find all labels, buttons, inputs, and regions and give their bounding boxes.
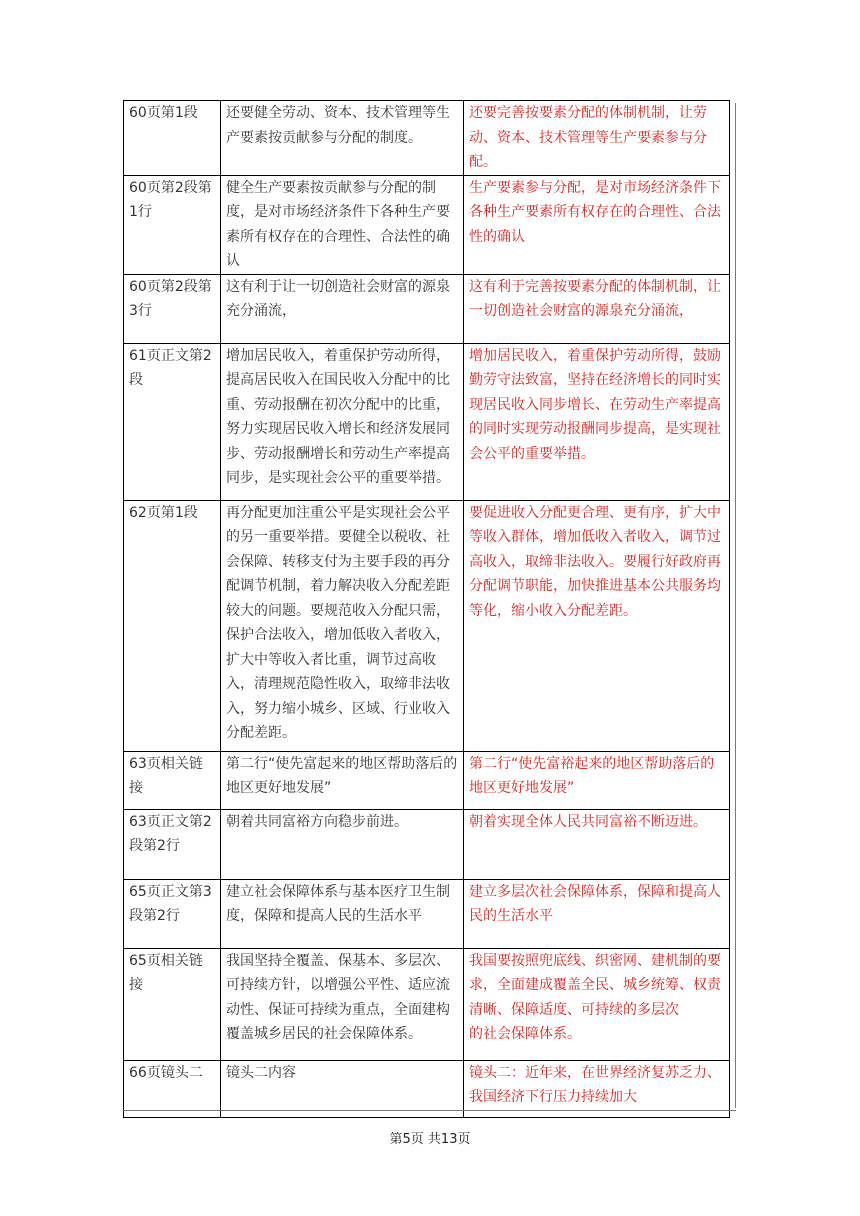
location-cell: 60页第1段 [124,101,221,176]
original-text-cell: 增加居民收入，着重保护劳动所得，提高居民收入在国民收入分配中的比重、劳动报酬在初次分配中的比重，努力实现居民收入增长和经济发展同步、劳动报酬增长和劳动生产率提高同步，是实现社会公平的重要举措。 [221,343,464,500]
table-row [124,101,730,176]
table-row [124,274,730,343]
page-footer: 第5页 共13页 [389,1132,471,1147]
original-text-cell: 这有利于让一切创造社会财富的源泉充分涌流， [221,274,464,343]
original-text-cell: 建立社会保障体系与基本医疗卫生制度，保障和提高人民的生活水平 [221,879,464,948]
revised-text-cell: 要促进收入分配更合理、更有序，扩大中等收入群体，增加低收入者收入，调节过高收入，取缔非法收入。要履行好政府再分配调节职能，加快推进基本公共服务均等化，缩小收入分配差距。 [464,500,730,751]
page-frame-bottom-rule [123,1110,736,1111]
location-cell: 60页第2段第1行 [124,175,221,274]
table-row [124,500,730,751]
table-row [124,175,730,274]
original-text-cell: 还要健全劳动、资本、技术管理等生产要素按贡献参与分配的制度。 [221,101,464,176]
location-cell: 61页正文第2段 [124,343,221,500]
revised-text-cell: 生产要素参与分配，是对市场经济条件下各种生产要素所有权存在的合理性、合法性的确认 [464,175,730,274]
revision-table [123,100,730,1118]
page-frame-right-rule [735,103,736,1108]
original-text-cell: 朝着共同富裕方向稳步前进。 [221,809,464,879]
original-text-cell: 健全生产要素按贡献参与分配的制度，是对市场经济条件下各种生产要素所有权存在的合理性、合法性的确认 [221,175,464,274]
revised-text-cell: 朝着实现全体人民共同富裕不断迈进。 [464,809,730,879]
original-text-cell: 再分配更加注重公平是实现社会公平的另一重要举措。要健全以税收、社会保障、转移支付为主要手段的再分配调节机制，着力解决收入分配差距较大的问题。要规范收入分配只需，保护合法收入，增加低收入者收入，扩大中等收入者比重，调节过高收入，清理规范隐性收入，取缔非法收入，努力缩小城乡、区域、行业收入分配差距。 [221,500,464,751]
revised-text-cell: 我国要按照兜底线、织密网、建机制的要求，全面建成覆盖全民、城乡统筹、权责清晰、保障适度、可持续的多层次 的社会保障体系。 [464,948,730,1060]
location-cell: 63页相关链接 [124,751,221,809]
location-cell: 65页正文第3段第2行 [124,879,221,948]
location-cell: 66页镜头二 [124,1060,221,1117]
table-row [124,1060,730,1117]
revised-text-cell: 镜头二：近年来，在世界经济复苏乏力、我国经济下行压力持续加大 [464,1060,730,1117]
original-text-cell: 镜头二内容 [221,1060,464,1117]
original-text-cell: 第二行“使先富起来的地区帮助落后的地区更好地发展” [221,751,464,809]
original-text-cell: 我国坚持全覆盖、保基本、多层次、可持续方针，以增强公平性、适应流动性、保证可持续为重点，全面建构覆盖城乡居民的社会保障体系。 [221,948,464,1060]
location-cell: 62页第1段 [124,500,221,751]
location-cell: 60页第2段第3行 [124,274,221,343]
revised-text-cell: 建立多层次社会保障体系，保障和提高人民的生活水平 [464,879,730,948]
revised-text-cell: 这有利于完善按要素分配的体制机制，让一切创造社会财富的源泉充分涌流， [464,274,730,343]
table-row [124,343,730,500]
table-row [124,751,730,809]
table-row [124,809,730,879]
location-cell: 63页正文第2段第2行 [124,809,221,879]
revised-text-cell: 增加居民收入，着重保护劳动所得，鼓励勤劳守法致富，坚持在经济增长的同时实现居民收入同步增长、在劳动生产率提高的同时实现劳动报酬同步提高，是实现社会公平的重要举措。 [464,343,730,500]
location-cell: 65页相关链接 [124,948,221,1060]
table-row [124,879,730,948]
revised-text-cell: 还要完善按要素分配的体制机制，让劳动、资本、技术管理等生产要素参与分配。 [464,101,730,176]
table-row [124,948,730,1060]
revised-text-cell: 第二行“使先富裕起来的地区帮助落后的地区更好地发展” [464,751,730,809]
